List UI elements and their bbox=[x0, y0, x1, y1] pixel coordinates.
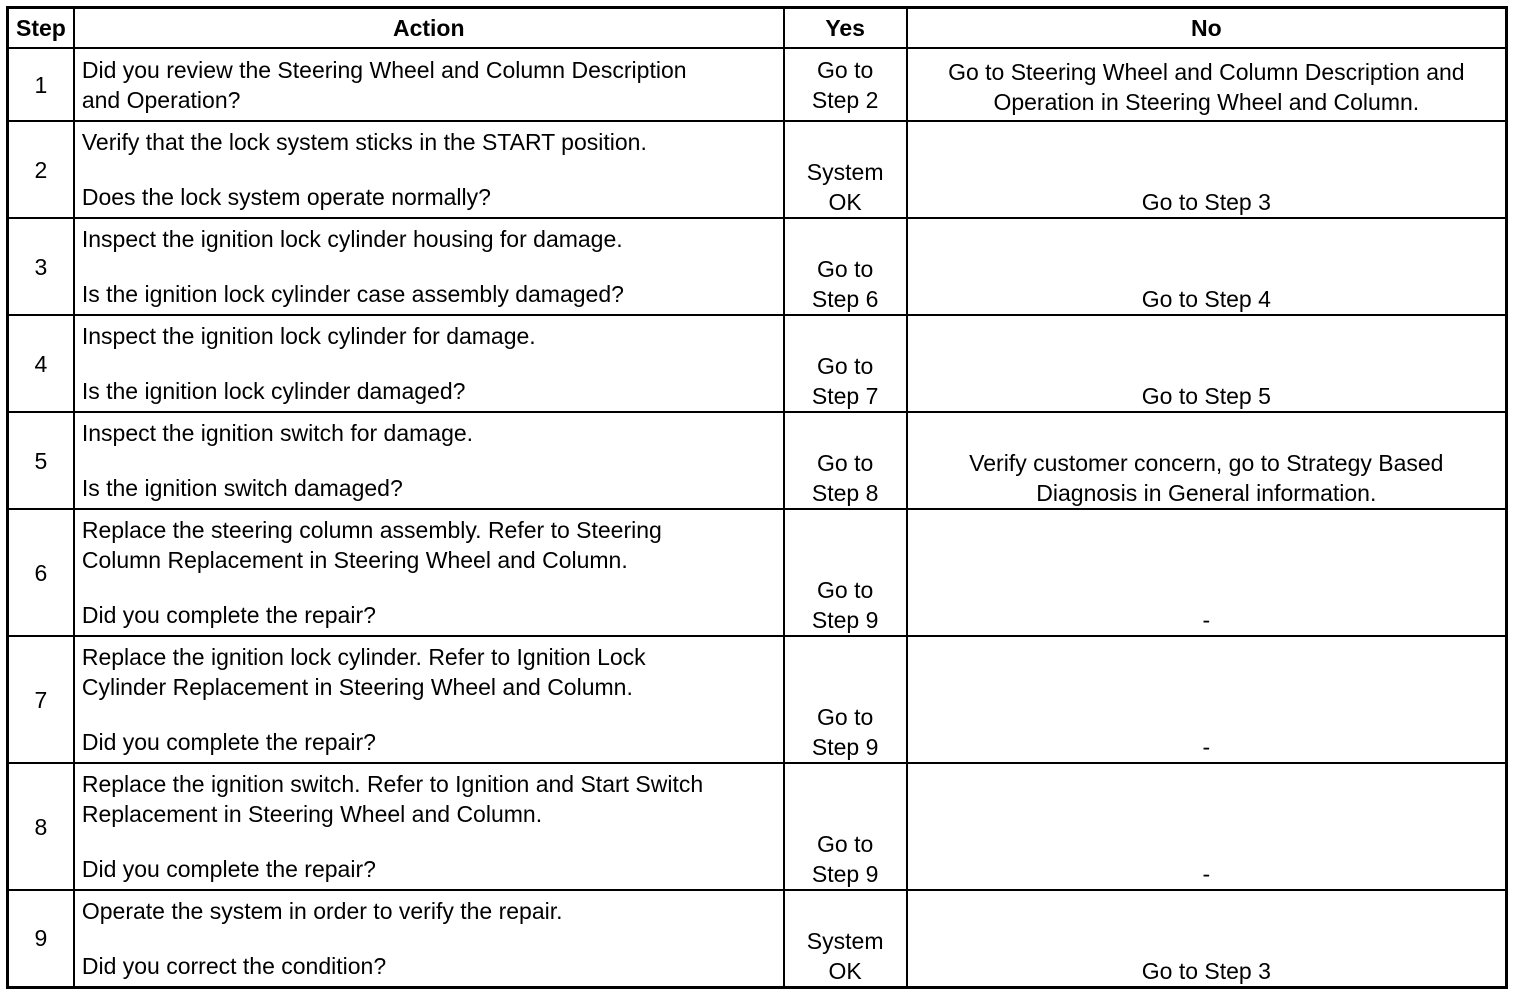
header-step: Step bbox=[8, 8, 74, 49]
no-text: - bbox=[1202, 861, 1211, 887]
yes-text: OK bbox=[828, 957, 862, 984]
yes-result bbox=[784, 48, 907, 121]
no-result bbox=[907, 315, 1507, 412]
action-text: Inspect the ignition lock cylinder for damage. bbox=[81, 323, 536, 349]
no-text: - bbox=[1202, 607, 1211, 633]
no-result bbox=[907, 412, 1507, 509]
action-question: Did you complete the repair? bbox=[81, 729, 376, 755]
table-row bbox=[8, 48, 1507, 121]
no-text: Verify customer concern, go to Strategy Based bbox=[969, 450, 1444, 476]
action-text: Operate the system in order to verify the repair. bbox=[81, 897, 563, 924]
action-cell bbox=[74, 48, 784, 121]
action-question: Is the ignition lock cylinder damaged? bbox=[81, 378, 466, 404]
yes-result bbox=[784, 763, 907, 890]
spacer bbox=[82, 351, 776, 376]
no-result bbox=[907, 763, 1507, 890]
action-text: and Operation? bbox=[81, 86, 241, 113]
no-result bbox=[907, 636, 1507, 763]
header-row bbox=[8, 8, 1507, 49]
spacer bbox=[82, 575, 776, 600]
action-cell bbox=[74, 412, 784, 509]
yes-text: Step 9 bbox=[811, 734, 879, 760]
yes-text: OK bbox=[828, 189, 862, 215]
yes-result bbox=[784, 218, 907, 315]
action-cell bbox=[74, 890, 784, 987]
action-text: Inspect the ignition lock cylinder housing for damage. bbox=[81, 226, 623, 252]
action-question: Did you complete the repair? bbox=[81, 856, 376, 882]
action-text: Column Replacement in Steering Wheel and Column. bbox=[81, 547, 628, 573]
yes-text: Step 9 bbox=[811, 861, 879, 887]
step-number: 1 bbox=[8, 48, 74, 121]
step-number: 6 bbox=[8, 509, 74, 636]
yes-result bbox=[784, 121, 907, 218]
step-number: 9 bbox=[8, 890, 74, 987]
spacer bbox=[82, 448, 776, 473]
action-cell bbox=[74, 636, 784, 763]
table-row bbox=[8, 412, 1507, 509]
yes-text: System bbox=[806, 159, 884, 185]
yes-text: Go to bbox=[817, 56, 874, 83]
spacer bbox=[82, 926, 776, 951]
yes-text: Go to bbox=[817, 450, 874, 476]
yes-result bbox=[784, 509, 907, 636]
action-question: Is the ignition switch damaged? bbox=[81, 475, 403, 501]
action-question: Did you complete the repair? bbox=[81, 602, 376, 628]
no-text: Go to Step 5 bbox=[1141, 383, 1271, 409]
step-number: 3 bbox=[8, 218, 74, 315]
action-text: Did you review the Steering Wheel and Column Description bbox=[81, 56, 687, 83]
action-text: Cylinder Replacement in Steering Wheel and Column. bbox=[81, 674, 633, 700]
no-text: Operation in Steering Wheel and Column. bbox=[993, 88, 1420, 115]
action-text: Inspect the ignition switch for damage. bbox=[81, 420, 474, 446]
no-text: - bbox=[1202, 734, 1211, 760]
yes-result bbox=[784, 890, 907, 987]
step-number: 8 bbox=[8, 763, 74, 890]
yes-text: Step 2 bbox=[811, 86, 879, 113]
table-row bbox=[8, 315, 1507, 412]
yes-text: Go to bbox=[817, 831, 874, 857]
action-cell bbox=[74, 121, 784, 218]
yes-text: Step 9 bbox=[811, 607, 879, 633]
yes-text: Step 6 bbox=[811, 286, 879, 312]
action-text: Replace the ignition lock cylinder. Refer to Ignition Lock bbox=[81, 644, 646, 670]
action-text: Replace the steering column assembly. Refer to Steering bbox=[81, 517, 662, 543]
yes-result bbox=[784, 315, 907, 412]
spacer bbox=[82, 157, 776, 182]
action-text: Verify that the lock system sticks in the START position. bbox=[81, 129, 647, 155]
action-text: Replace the ignition switch. Refer to Ignition and Start Switch bbox=[81, 771, 704, 797]
no-result bbox=[907, 218, 1507, 315]
yes-text: Step 7 bbox=[811, 383, 879, 409]
yes-text: Go to bbox=[817, 353, 874, 379]
action-cell bbox=[74, 218, 784, 315]
action-question: Does the lock system operate normally? bbox=[81, 184, 491, 210]
header-no: No bbox=[907, 8, 1507, 49]
spacer bbox=[82, 702, 776, 727]
yes-text: System bbox=[806, 927, 884, 954]
no-text: Go to Step 4 bbox=[1141, 286, 1271, 312]
no-result bbox=[907, 48, 1507, 121]
spacer bbox=[82, 254, 776, 279]
header-yes: Yes bbox=[784, 8, 907, 49]
table-row bbox=[8, 763, 1507, 890]
table-row bbox=[8, 509, 1507, 636]
yes-result bbox=[784, 636, 907, 763]
no-text: Go to Step 3 bbox=[1141, 189, 1271, 215]
spacer bbox=[82, 829, 776, 854]
action-cell bbox=[74, 509, 784, 636]
header-action: Action bbox=[74, 8, 784, 49]
action-question: Is the ignition lock cylinder case assembly damaged? bbox=[81, 281, 624, 307]
no-result bbox=[907, 509, 1507, 636]
no-text: Diagnosis in General information. bbox=[1036, 480, 1377, 506]
table-row bbox=[8, 121, 1507, 218]
action-text: Replacement in Steering Wheel and Column. bbox=[81, 801, 543, 827]
yes-text: Step 8 bbox=[811, 480, 879, 506]
table-body bbox=[8, 48, 1507, 987]
step-number: 4 bbox=[8, 315, 74, 412]
no-result bbox=[907, 121, 1507, 218]
no-text: Go to Step 3 bbox=[1141, 957, 1271, 984]
table-row bbox=[8, 890, 1507, 987]
action-cell bbox=[74, 315, 784, 412]
step-number: 2 bbox=[8, 121, 74, 218]
diagnostic-table bbox=[6, 6, 1508, 989]
no-result bbox=[907, 890, 1507, 987]
yes-text: Go to bbox=[817, 577, 874, 603]
yes-result bbox=[784, 412, 907, 509]
action-question: Did you correct the condition? bbox=[81, 952, 387, 979]
no-text: Go to Steering Wheel and Column Description and bbox=[948, 58, 1465, 85]
table-row bbox=[8, 218, 1507, 315]
step-number: 7 bbox=[8, 636, 74, 763]
yes-text: Go to bbox=[817, 704, 874, 730]
step-number: 5 bbox=[8, 412, 74, 509]
yes-text: Go to bbox=[817, 256, 874, 282]
action-cell bbox=[74, 763, 784, 890]
table-row bbox=[8, 636, 1507, 763]
